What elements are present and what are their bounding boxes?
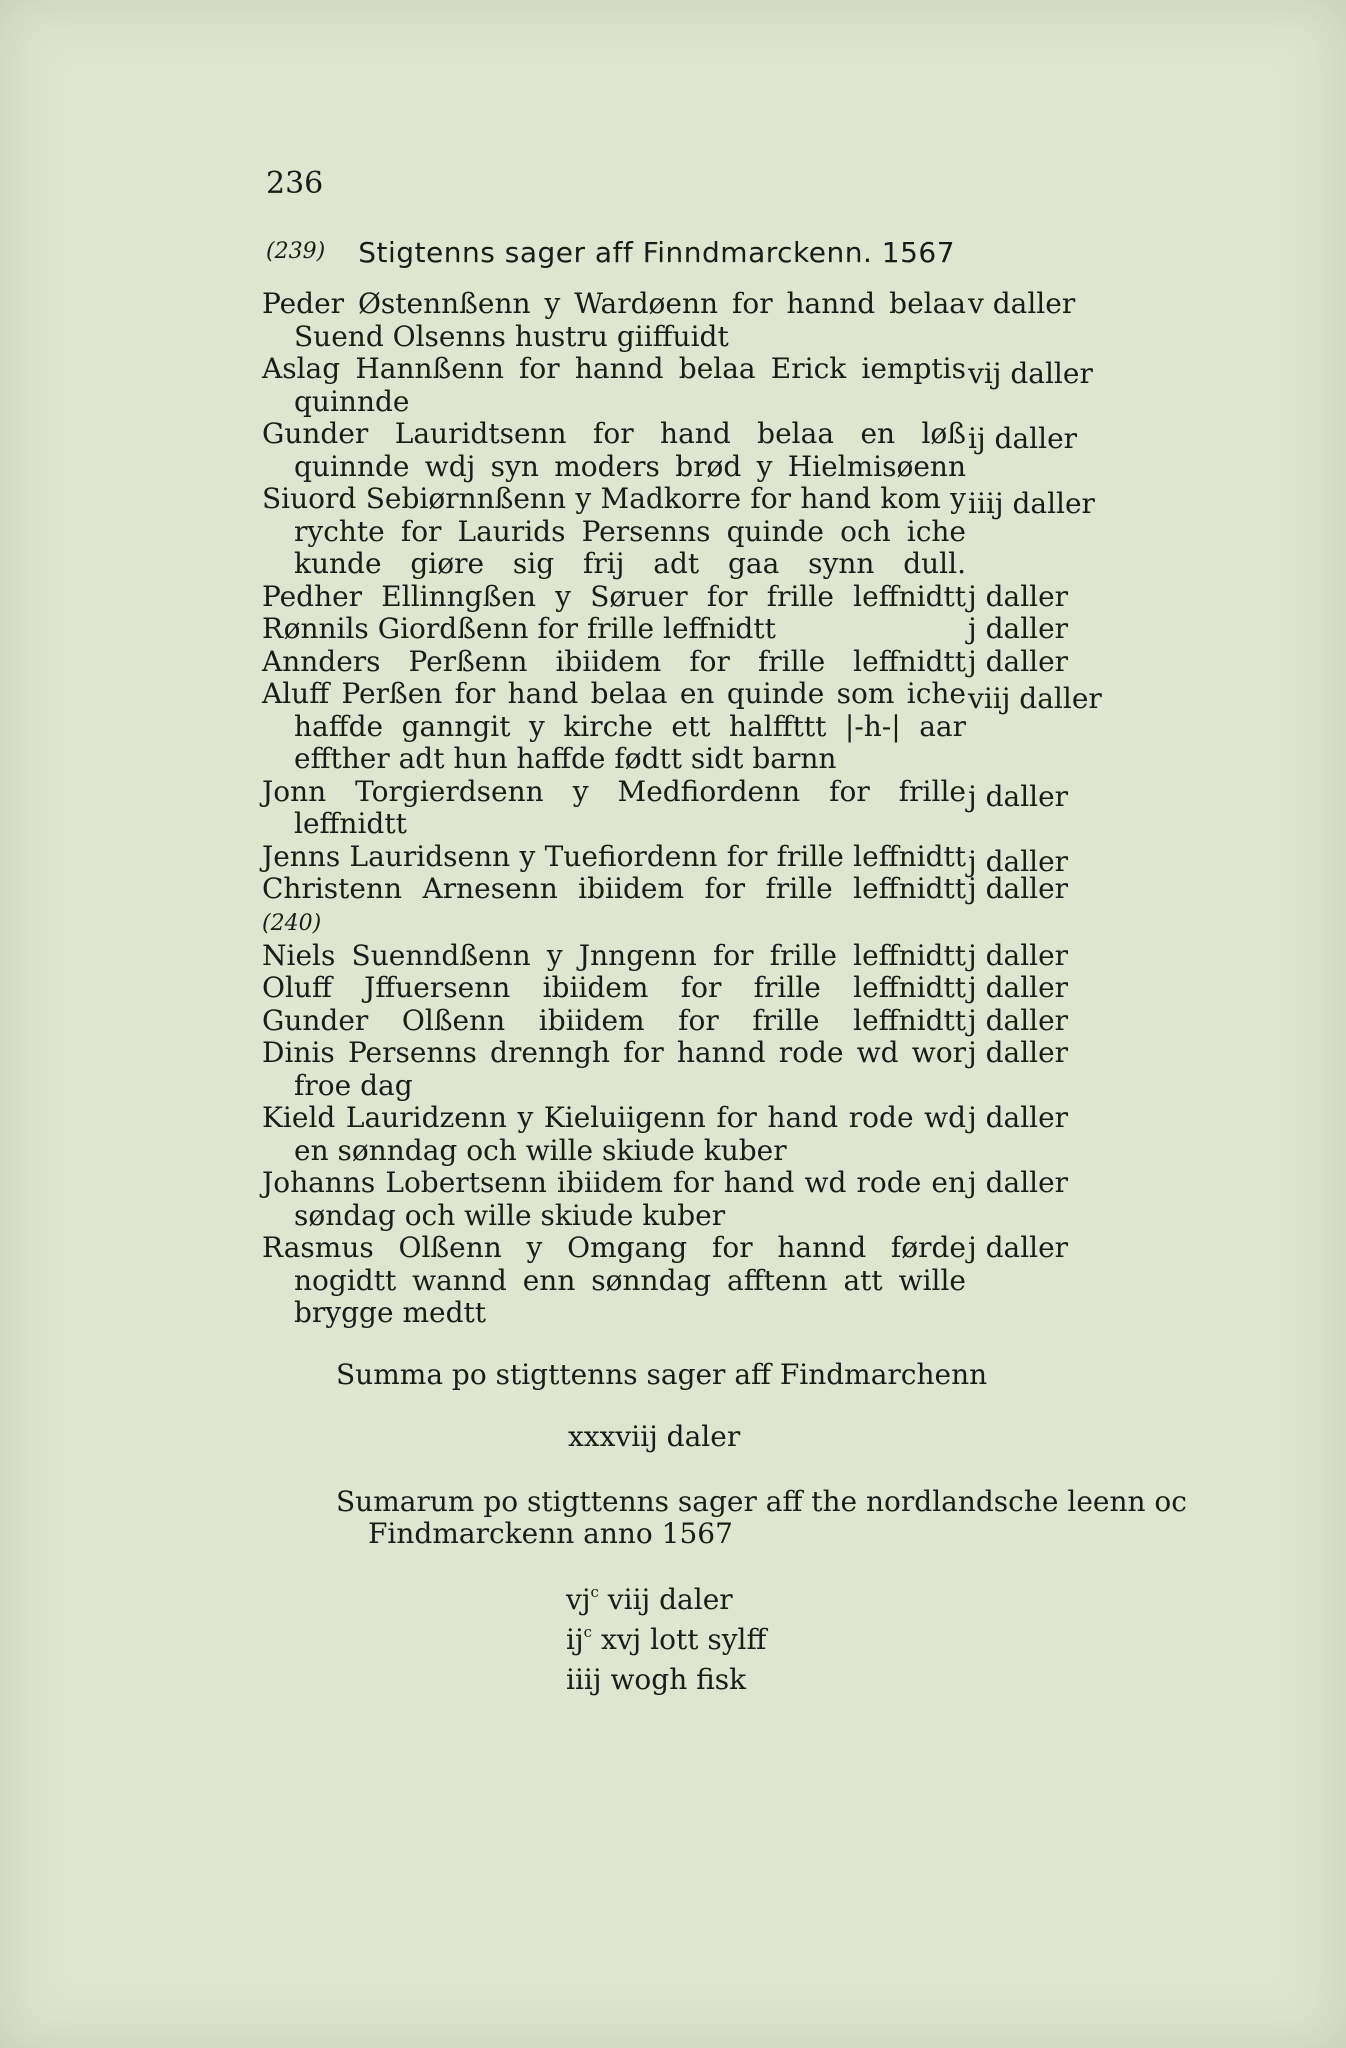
list-item [262,288,1122,353]
entry-text: Siuord Sebiørnnßenn y Madkorre for hand kom y rychte for Laurids Persenns quinde och iche kunde giøre sig frij adt gaa synn dull. [262,482,966,580]
entry-text: Jonn Torgierdsenn y Medfiordenn for frille leffnidtt [262,774,966,840]
entry-text: Aslag Hannßenn for hannd belaa Erick iemptis quinnde [262,352,966,418]
sumarum-line-1: Sumarum po stigttenns sager aff the nordlandsche leenn oc [336,1485,1187,1518]
sumarum-line-2: Findmarckenn anno 1567 [368,1517,733,1550]
header-title: Stigtenns sager aff Finndmarckenn. 1567 [358,236,956,269]
list-item [262,353,1122,418]
list-item [262,1232,1122,1330]
sumarum-totals [566,1576,766,1696]
entry-amount: j daller [968,579,1069,613]
entry-amount: vij daller [968,357,1093,390]
entries-list [262,288,1122,1330]
list-item [262,646,1122,679]
list-item [262,418,1122,483]
entry-amount: j daller [968,612,1069,645]
entry-text: Johanns Lobertsenn ibiidem for hand wd rode en søndag och wille skiude kuber [262,1166,966,1232]
entry-text: Niels Suenndßenn y Jnngenn for frille leffnidtt [262,938,966,972]
list-item [262,972,1122,1005]
entry-amount: j daller [968,1166,1069,1199]
list-item [262,613,1122,646]
entry-amount: j daller [968,1003,1069,1037]
summa-line: Summa po stigttenns sager aff Findmarchenn [336,1358,988,1391]
page-header [266,236,1086,269]
entry-amount: j daller [968,872,1069,905]
list-item [262,678,1122,776]
entry-text: Pedher Ellinngßen y Søruer for frille leffnidtt [262,579,966,613]
entry-text: Jenns Lauridsenn y Tuefiordenn for frille leffnidtt [262,839,966,873]
list-item [262,1005,1122,1038]
entry-amount: j daller [968,938,1069,972]
entry-amount: j daller [968,1036,1069,1069]
entry-text: Gunder Lauridtsenn for hand belaa en løß quinnde wdj syn moders brød y Hielmisøenn [262,417,966,483]
entry-text: Christenn Arnesenn ibiidem for frille leffnidtt [262,872,966,905]
sumarum-block [336,1486,1196,1550]
list-item [262,483,1122,581]
list-item [262,839,1122,878]
list-item [262,1102,1122,1167]
entry-amount: v daller [968,287,1076,320]
entry-text: Rønnils Giordßenn for frille leffnidtt [262,612,776,645]
entry-amount: j daller [968,1101,1069,1134]
list-item [262,776,1122,841]
entry-text: Gunder Olßenn ibiidem for frille leffnidtt [262,1003,966,1037]
entry-text: Aluff Perßen for hand belaa en quinde som iche haffde ganngit y kirche ett halffttt |-h-| aar effther adt hun haffde fødtt sidt barnn [262,677,966,775]
list-item [262,1037,1122,1102]
page-number: 236 [266,166,324,201]
entry-amount: j daller [968,779,1069,813]
total-row: $ij^c$ xvj lott sylff [566,1623,767,1656]
entry-amount: iiij daller [968,487,1095,520]
entry-text: Oluff Jffuersenn ibiidem for frille leffnidtt [262,971,966,1004]
summa-total: xxxviij daler [568,1420,741,1453]
total-row: $vj^c$ viij daler [566,1583,733,1616]
entry-amount: ij daller [968,422,1078,455]
entry-amount: viij daller [968,682,1102,715]
entry-text: Dinis Persenns drenngh for hannd rode wd wor froe dag [262,1036,966,1102]
entry-amount: j daller [968,971,1069,1004]
section-ref: (240) [262,910,322,936]
entry-text: Annders Perßenn ibiidem for frille leffnidtt [262,644,966,678]
entry-text: Rasmus Olßenn y Omgang for hannd førde nogidtt wannd enn sønndag afftenn att wille brygge medtt [262,1231,966,1329]
entry-text: Kield Lauridzenn y Kieluiigenn for hand rode wd en sønndag och wille skiude kuber [262,1101,966,1167]
list-item [262,873,1122,906]
list-item [262,581,1122,614]
entry-amount: j daller [968,844,1069,878]
entry-amount: j daller [968,644,1069,678]
entry-amount: j daller [968,1231,1069,1264]
total-row: iiij wogh fisk [566,1663,747,1696]
entry-text: Peder Østennßenn y Wardøenn for hannd belaa Suend Olsenns hustru giiffuidt [262,287,966,353]
list-item [262,1167,1122,1232]
header-ref: (239) [266,239,326,264]
list-item [262,940,1122,973]
